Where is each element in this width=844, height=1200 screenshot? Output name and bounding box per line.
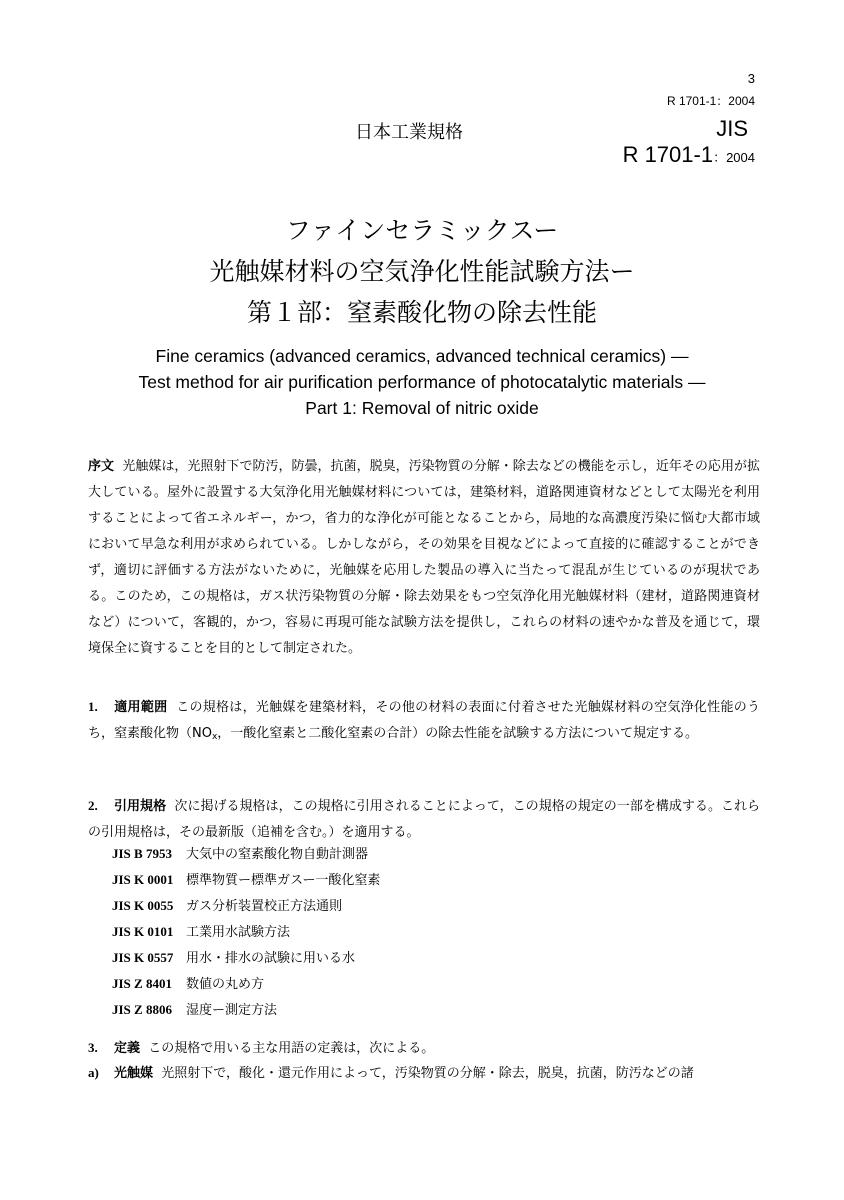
reference-code: JIS Z 8401 [112, 976, 172, 991]
title-japanese [0, 210, 844, 333]
reference-item [112, 867, 380, 893]
standard-number-main: R 1701-1 [622, 142, 714, 167]
title-en-line-2: Test method for air purification performance of photocatalytic materials — [138, 372, 706, 392]
section-2-number: 2. [88, 798, 98, 813]
reference-item [112, 945, 380, 971]
reference-code: JIS K 0001 [112, 872, 174, 887]
definition-item-a [88, 1060, 760, 1087]
title-jp-line-2: 光触媒材料の空気浄化性能試験方法ー [209, 257, 635, 286]
section-2-paragraph [88, 793, 760, 846]
reference-title: 大気中の窒素酸化物自動計測器 [186, 847, 369, 862]
reference-code: JIS K 0055 [112, 898, 174, 913]
section-2-text: 次に掲げる規格は，この規格に引用されることによって，この規格の規定の一部を構成する。これらの引用規格は，その最新版（追補を含む。）を適用する。 [88, 799, 760, 840]
section-2-heading: 引用規格 [114, 799, 167, 814]
reference-title: 湿度ー測定方法 [186, 1003, 278, 1018]
title-en-line-1: Fine ceramics (advanced ceramics, advanced technical ceramics) — [155, 346, 689, 366]
title-jp-line-1: ファインセラミックスー [285, 216, 559, 245]
jis-label: JIS [716, 116, 748, 141]
standard-number-small: R 1701-1：2004 [666, 94, 755, 108]
reference-code: JIS K 0101 [112, 924, 174, 939]
standard-number-large [623, 142, 755, 168]
section-1-subscript: x [211, 732, 218, 742]
reference-item [112, 893, 380, 919]
definition-term: 光触媒 [114, 1066, 154, 1081]
reference-title: 工業用水試験方法 [186, 925, 291, 940]
section-3-number: 3. [88, 1040, 98, 1055]
preface-paragraph [88, 454, 760, 662]
preface-heading: 序文 [88, 459, 115, 474]
section-3-heading: 定義 [114, 1041, 141, 1056]
standard-year: ：2004 [713, 150, 755, 165]
title-jp-line-3: 第１部：窒素酸化物の除去性能 [246, 298, 597, 327]
reference-code: JIS K 0557 [112, 950, 174, 965]
page-number: 3 [747, 71, 755, 86]
jis-japanese-label: 日本工業規格 [355, 122, 463, 143]
section-1-text-a: この規格は，光触媒を建築材料，その他の材料の表面に付着させた光触媒材料の空気浄化性能のうち，窒素酸化物（NO [88, 700, 760, 741]
reference-item [112, 971, 380, 997]
reference-title: 用水・排水の試験に用いる水 [186, 951, 356, 966]
reference-title: 数値の丸め方 [186, 977, 265, 992]
section-1-text-b: ，一酸化窒素と二酸化窒素の合計）の除去性能を試験する方法について規定する。 [217, 726, 699, 741]
preface-text: 光触媒は，光照射下で防汚，防曇，抗菌，脱臭，汚染物質の分解・除去などの機能を示し，近年その応用が拡大している。屋外に設置する大気浄化用光触媒材料については，建築材料，道路関連資材などとして太陽光を利用することによって省エネルギー，かつ，省力的な浄化が可能となることから，局地的な高濃度汚染に悩む大都市域において早急な利用が求められている。しかしながら，その効果を目視などによって直接的に確認することができず，適切に評価する方法がないために，光触媒を応用した製品の導入に当たって混乱が生じているのが現状である。このため，この規格は，ガス状汚染物質の分解・除去効果をもつ空気浄化用光触媒材料（建材，道路関連資材など）について，客観的，かつ，容易に再現可能な試験方法を提供し，これらの材料の速やかな普及を通じて，環境保全に資することを目的として制定された。 [88, 459, 760, 656]
reference-code: JIS B 7953 [112, 846, 172, 861]
section-1-number: 1. [88, 699, 98, 714]
reference-title: 標準物質ー標準ガスー一酸化窒素 [186, 873, 381, 888]
section-3-text: この規格で用いる主な用語の定義は，次による。 [148, 1041, 435, 1056]
section-1-paragraph [88, 694, 760, 750]
reference-item [112, 919, 380, 945]
reference-list [112, 841, 380, 1023]
definition-label: a) [88, 1065, 99, 1080]
reference-title: ガス分析装置校正方法通則 [186, 899, 343, 914]
reference-item [112, 841, 380, 867]
section-1-heading: 適用範囲 [114, 700, 168, 715]
title-en-line-3: Part 1: Removal of nitric oxide [305, 398, 539, 418]
reference-code: JIS Z 8806 [112, 1002, 172, 1017]
section-3-paragraph [88, 1035, 760, 1062]
definition-text: 光照射下で，酸化・還元作用によって，汚染物質の分解・除去，脱臭，抗菌，防汚などの諸 [161, 1066, 694, 1081]
reference-item [112, 997, 380, 1023]
title-english [0, 343, 844, 421]
